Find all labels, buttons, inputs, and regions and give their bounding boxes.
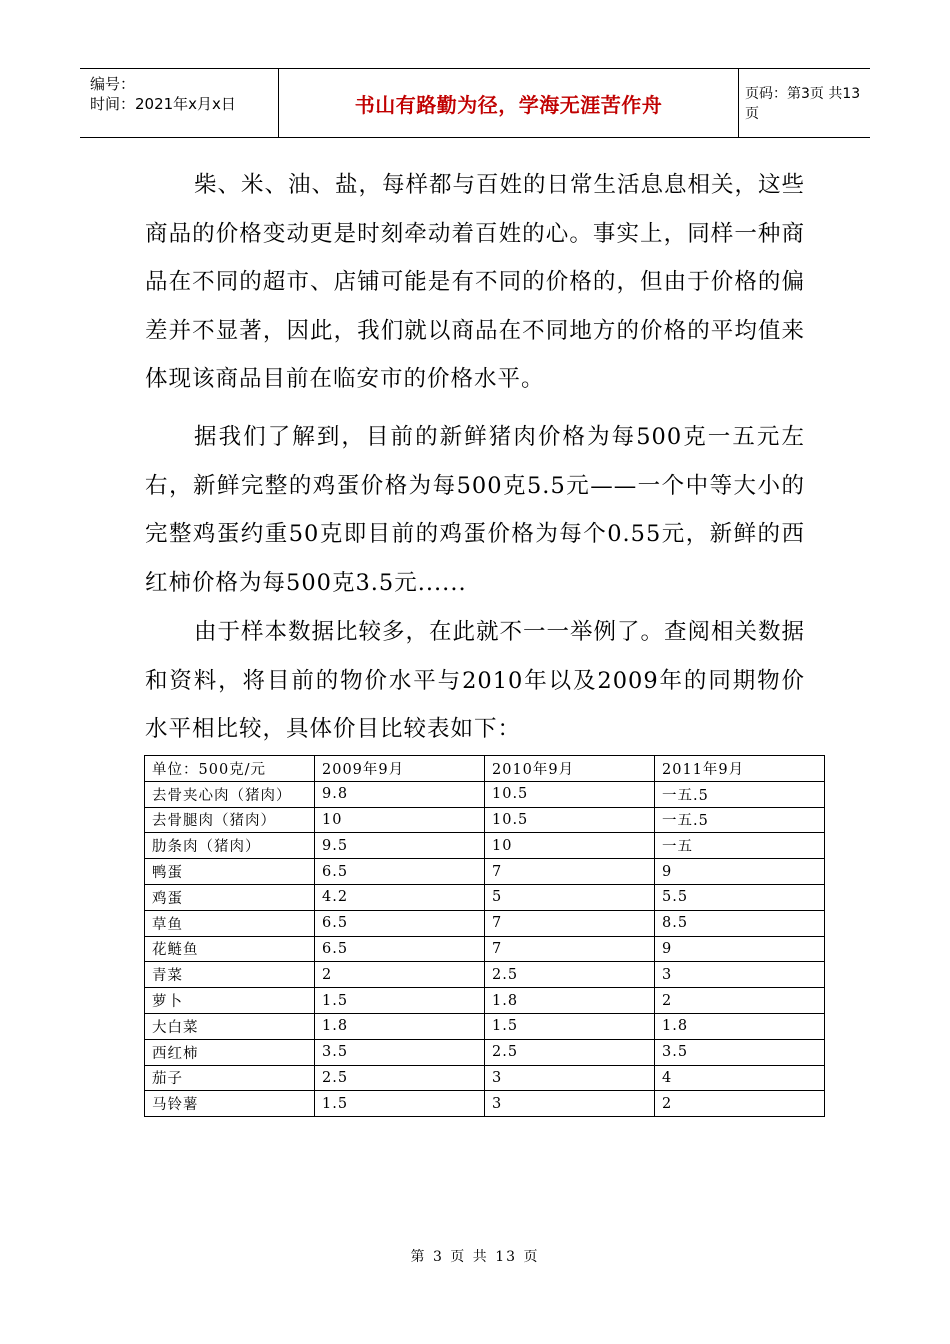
table-cell: 4.2 — [315, 884, 485, 910]
paragraph-1: 柴、米、油、盐，每样都与百姓的日常生活息息相关，这些商品的价格变动更是时刻牵动着百姓的心。事实上，同样一种商品在不同的超市、店铺可能是有不同的价格的，但由于价格的偏差并不显著，因此，我们就以商品在不同地方的价格的平均值来体现该商品目前在临安市的价格水平。 — [145, 172, 806, 392]
price-comparison-table — [144, 755, 825, 1117]
table-header-cell: 2009年9月 — [315, 756, 485, 782]
table-row — [145, 807, 825, 833]
table-row — [145, 859, 825, 885]
table-row — [145, 884, 825, 910]
table-cell: 青菜 — [145, 962, 315, 988]
table-cell: 1.8 — [315, 1013, 485, 1039]
table-cell: 2.5 — [315, 1065, 485, 1091]
table-row — [145, 936, 825, 962]
table-cell: 1.5 — [485, 1013, 655, 1039]
header-motto-cell — [279, 69, 739, 137]
table-cell: 1.5 — [315, 988, 485, 1014]
table-cell: 肋条肉（猪肉） — [145, 833, 315, 859]
table-row — [145, 1091, 825, 1117]
table-cell: 2 — [315, 962, 485, 988]
table-cell: 去骨夹心肉（猪肉） — [145, 781, 315, 807]
number-label: 编号： — [90, 75, 136, 93]
table-header-cell: 单位：500克/元 — [145, 756, 315, 782]
table-cell: 10.5 — [485, 807, 655, 833]
table-cell: 3.5 — [315, 1039, 485, 1065]
table-row — [145, 1013, 825, 1039]
table-row — [145, 910, 825, 936]
header-meta — [80, 69, 279, 137]
table-cell: 大白菜 — [145, 1013, 315, 1039]
table-cell: 10.5 — [485, 781, 655, 807]
table-cell: 8.5 — [655, 910, 825, 936]
table-header-cell: 2011年9月 — [655, 756, 825, 782]
table-cell: 6.5 — [315, 859, 485, 885]
table-cell: 花鲢鱼 — [145, 936, 315, 962]
table-row — [145, 1065, 825, 1091]
table-cell: 9 — [655, 936, 825, 962]
table-cell: 10 — [485, 833, 655, 859]
table-cell: 2.5 — [485, 962, 655, 988]
table-cell: 茄子 — [145, 1065, 315, 1091]
table-header-row — [145, 756, 825, 782]
page-footer: 第 3 页 共 13 页 — [410, 1249, 540, 1265]
table-row — [145, 1039, 825, 1065]
date-label: 时间：2021年x月x日 — [90, 95, 236, 113]
table-cell: 10 — [315, 807, 485, 833]
header-page-cell — [739, 69, 870, 137]
table-cell: 3 — [485, 1091, 655, 1117]
table-cell: 2 — [655, 988, 825, 1014]
table-cell: 萝卜 — [145, 988, 315, 1014]
table-cell: 一五.5 — [655, 807, 825, 833]
table-cell: 7 — [485, 910, 655, 936]
table-cell: 1.5 — [315, 1091, 485, 1117]
table-cell: 1.8 — [655, 1013, 825, 1039]
table-header-cell: 2010年9月 — [485, 756, 655, 782]
paragraph-2: 据我们了解到，目前的新鲜猪肉价格为每500克一五元左右，新鲜完整的鸡蛋价格为每500克5.5元——一个中等大小的完整鸡蛋约重50克即目前的鸡蛋价格为每个0.55元，新鲜的西红柿价格为每500克3.5元...... — [145, 424, 805, 596]
table-cell: 9.8 — [315, 781, 485, 807]
table-row — [145, 988, 825, 1014]
table-cell: 1.8 — [485, 988, 655, 1014]
table-cell: 鸡蛋 — [145, 884, 315, 910]
page-info: 页码：第3页 共13页 — [745, 86, 861, 122]
table-cell: 5.5 — [655, 884, 825, 910]
table-cell: 9.5 — [315, 833, 485, 859]
table-cell: 6.5 — [315, 910, 485, 936]
table-cell: 一五 — [655, 833, 825, 859]
paragraph-3: 由于样本数据比较多，在此就不一一举例了。查阅相关数据和资料，将目前的物价水平与2010年以及2009年的同期物价水平相比较，具体价目比较表如下： — [145, 619, 806, 742]
page-header — [80, 68, 870, 138]
motto: 书山有路勤为径，学海无涯苦作舟 — [354, 92, 663, 117]
table-cell: 草鱼 — [145, 910, 315, 936]
table-row — [145, 962, 825, 988]
table-cell: 鸭蛋 — [145, 859, 315, 885]
table-cell: 3 — [655, 962, 825, 988]
table-cell: 2.5 — [485, 1039, 655, 1065]
table-cell: 一五.5 — [655, 781, 825, 807]
table-row — [145, 781, 825, 807]
table-row — [145, 833, 825, 859]
table-cell: 西红柿 — [145, 1039, 315, 1065]
table-cell: 3 — [485, 1065, 655, 1091]
table-cell: 9 — [655, 859, 825, 885]
table-cell: 2 — [655, 1091, 825, 1117]
table-cell: 6.5 — [315, 936, 485, 962]
table-cell: 7 — [485, 936, 655, 962]
table-cell: 去骨腿肉（猪肉） — [145, 807, 315, 833]
table-cell: 4 — [655, 1065, 825, 1091]
table-cell: 马铃薯 — [145, 1091, 315, 1117]
table-cell: 7 — [485, 859, 655, 885]
table-cell: 3.5 — [655, 1039, 825, 1065]
table-cell: 5 — [485, 884, 655, 910]
